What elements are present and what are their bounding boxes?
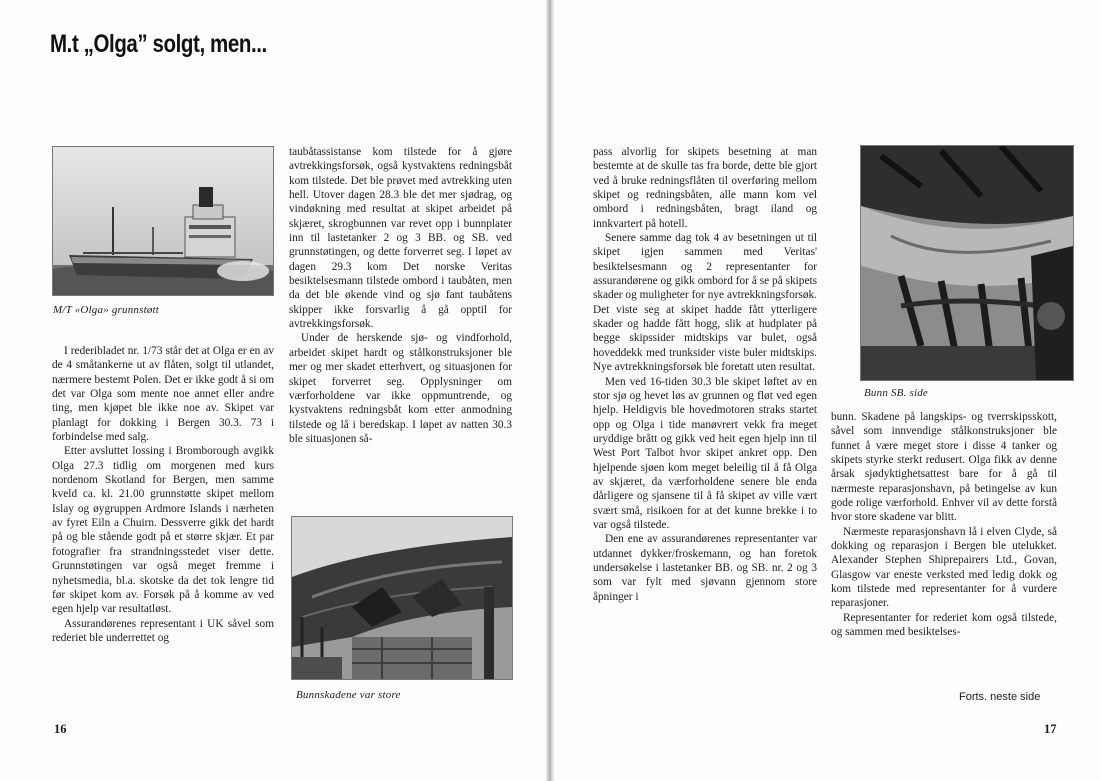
- page-number-right: 17: [1044, 722, 1057, 736]
- paragraph: Etter avsluttet lossing i Bromborough avgikk Olga 27.3 tidlig om morgenen med kurs nordenom Skotland for Bergen, men samme kveld ca. kl. 21.00 grunnstøtte skipet mellom Islay og øygruppen Ardmore Islands i nærheten av fyret Eiln a Chuirn. Dessverre gikk det hardt på og ble stående godt på et større skjær. Et par fotografier fra strandningsstedet viser dette. Grunnstøtingen var også meget fremme i nyhetsmedia, bl.a. skotske da det tok lengre tid før skipet kom av. Forsøk på å komme av ved egen hjelp var resultatløst.: [52, 445, 274, 616]
- paragraph: bunn. Skadene på langskips- og tverrskipsskott, såvel som innvendige stålkonstruksjoner ble funnet å være meget store i disse 4 tanker og skipets styrke sterkt redusert. Olga fikk av denne årsak sjødyktighetsattest bare for å gå til nærmeste reparasjonshavn, på betingelse av kun gode rolige værforhold. Enhver vil av dette forstå hvor store skadene var blitt.: [831, 411, 1057, 524]
- continued-note: Forts. neste side: [959, 691, 1041, 703]
- right-column-1: [593, 145, 817, 604]
- paragraph: Representanter for rederiet kom også tilstede, og sammen med besiktelses-: [831, 611, 1057, 639]
- photo-caption-damage: Bunnskadene var store: [296, 689, 401, 701]
- paragraph: Den ene av assurandørenes representanter var utdannet dykker/froskemann, og han foretok undersøkelse i lastetanker BB. og SB. nr. 2 og 3 som var fylt med sjøvann gjennom store åpninger i: [593, 533, 817, 603]
- right-column-2: [831, 410, 1057, 640]
- paragraph: Assurandørenes representant i UK såvel som rederiet ble underrettet og: [52, 617, 274, 644]
- paragraph: Nærmeste reparasjonshavn lå i elven Clyde, så dokking og reparasjon i Bergen ble utelukket. Alexander Stephen Shiprepairers Ltd., Govan, Glasgow var eneste verksted med ledig dokk og kom tilstede med representanter for å vurdere reparasjoner.: [831, 525, 1057, 610]
- paragraph: Men ved 16-tiden 30.3 ble skipet løftet av en stor sjø og hevet løs av grunnen og fløt ved egen hjelp. Heldigvis ble hovedmotoren straks startet opp og Olga i tide manøvrert vekk fra meget uryddige brått og gikk ved heit egen hjelp inn til West Port Talbot hvor skipet ankret opp. Den hjelpende sjøen kom meget beleilig til å få Olga av skjæret, da værforholdene senere ble enda dårligere og sjansene til å få skipet av ville vært svært små, risikoen for at det kunne brekke i to var også tilstede.: [593, 375, 817, 531]
- paragraph: pass alvorlig for skipets besetning at man bestemte at de skulle tas fra borde, dette ble gjort ved å bruke redningsflåten til overføring mellom skipet og redningsbåten, alle mann kom vel ombord i redningsbåten, bragt iland og innkvartert på hotell.: [593, 146, 817, 230]
- bottom-sb-side-photo: [860, 145, 1074, 381]
- paragraph: taubåtassistanse kom tilstede for å gjøre avtrekkingsforsøk, også kystvaktens redningsbåt kom tilstede. Det ble prøvet med avtrekking uten hell. Utover dagen 28.3 ble det mer sjødrag, og vindøkning med resultat at skipet arbeidet på skjæret, skrogbunnen var revet opp i bunnplater inn til lastetanker 2 og 3 BB. og SB. ved grunnstøtingen, og dette forverret seg. I løpet av dagen 29.3 kom Det norske Veritas besiktelsesmann tilstede ombord i taubåten, men da det ble økende vind og sjø fant taubåtens skipper ikke forsvarlig å gå opptil for avtrekkingsforsøk.: [289, 146, 512, 331]
- photo-caption-ship: M/T «Olga» grunnstøtt: [53, 304, 160, 316]
- paragraph: Senere samme dag tok 4 av besetningen ut til skipet igjen sammen med Veritas' besiktelsesmann og 2 representanter for assurandørene og gikk ombord for å se på skipets skader og muligheter for nye avtrekkningsforsøk. Det viste seg at skipet hadde fått ytterligere skader og hadde fått hogg, slik at hudplater på begge skipssider midtskips var bulet, også hoveddekk med trunksider viste buler midtskips. Nye avtrekkningsforsøk ble foretatt uten resultat.: [593, 232, 817, 374]
- ship-aground-photo: [52, 146, 274, 296]
- page-number-left: 16: [54, 722, 67, 736]
- paragraph: I rederibladet nr. 1/73 står det at Olga er en av de 4 småtankerne ut av flåten, solgt til utlandet, nærmere bestemt Polen. Det er ikke godt å si om det var Olga som mente noe annet eller andre ting, men kjøpet ble ikke noe av. Skipet var planlagt for dokking i Bergen 30.3. 73 i forbindelse med salg.: [52, 345, 274, 444]
- article-title: M.t „Olga” solgt, men...: [50, 30, 267, 58]
- right-page: [552, 0, 1100, 781]
- left-column-1: [52, 344, 274, 645]
- left-page: [0, 0, 548, 781]
- hull-damage-photo: [291, 516, 513, 680]
- paragraph: Under de herskende sjø- og vindforhold, arbeidet skipet hardt og stålkonstruksjoner ble mer og mer skadet etterhvert, og situasjonen for skipet forverret seg. Opplysninger om værforholdene var ikke oppmuntrende, og kystvaktens redningsbåt kom etter anmodning tilstede og lå i beredskap. I løpet av natten 30.3 ble situasjonen så-: [289, 332, 512, 445]
- photo-caption-sb-side: Bunn SB. side: [864, 387, 929, 399]
- left-column-2: [289, 145, 512, 446]
